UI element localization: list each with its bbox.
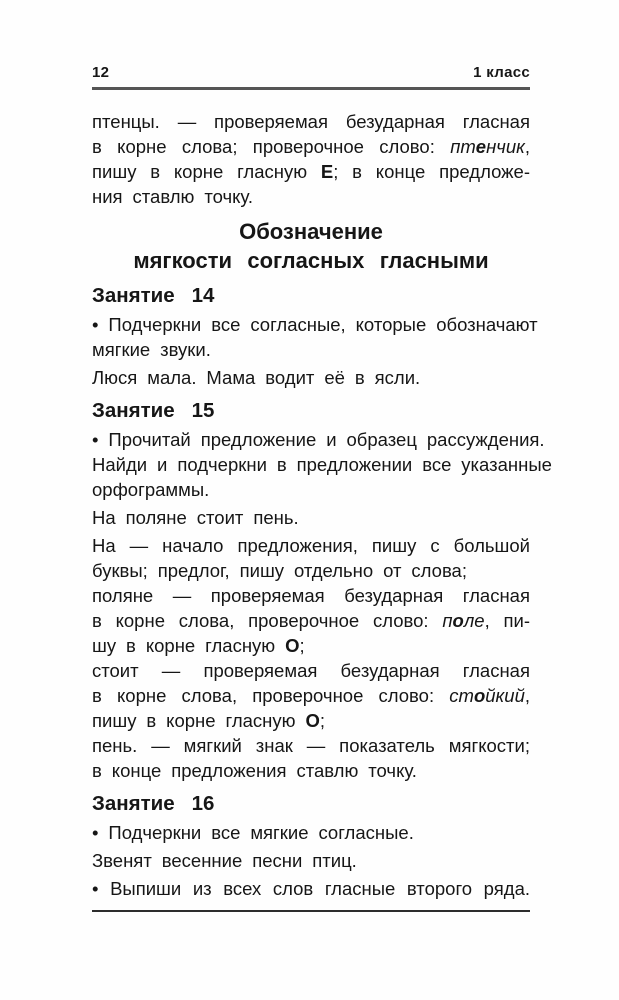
text-run: стоит — проверяемая безударная гласная	[92, 660, 530, 681]
exercise-sentence	[92, 505, 530, 530]
text-run: На — начало предложения, пишу с большой	[92, 535, 530, 556]
text-line	[92, 159, 530, 184]
text-run: пишу в корне гласную	[92, 710, 306, 731]
course-label: 1 класс	[473, 64, 530, 81]
text-run: На поляне стоит пень.	[92, 507, 299, 528]
text-run: ;	[299, 635, 305, 656]
text-line	[92, 708, 530, 733]
text-line	[92, 758, 530, 783]
text-line	[92, 583, 530, 608]
text-run: • Прочитай предложение и образец рассуждения.	[92, 429, 545, 450]
reasoning-sample	[92, 533, 530, 783]
text-line	[92, 477, 530, 502]
text-run: п	[442, 610, 453, 631]
text-run: пишу в корне гласную	[92, 161, 321, 182]
text-line	[92, 658, 530, 683]
text-run: Звенят весенние песни птиц.	[92, 850, 357, 871]
text-run: в корне слова, проверочное слово:	[92, 610, 443, 631]
page-number: 12	[92, 64, 110, 81]
text-run: Обозначение	[239, 219, 383, 244]
text-run: Люся мала. Мама водит её в ясли.	[92, 367, 421, 388]
text-run: ; в конце предложе-	[333, 161, 530, 182]
text-run: Занятие 15	[92, 399, 215, 422]
task-item	[92, 820, 530, 845]
text-line	[92, 217, 530, 246]
text-line	[92, 312, 538, 337]
task-item	[92, 876, 530, 901]
paragraph-continuation	[92, 109, 530, 209]
text-run: пт	[450, 136, 476, 157]
text-run: ст	[449, 685, 474, 706]
text-run: мягкие звуки.	[92, 339, 211, 360]
text-run: о	[473, 685, 486, 706]
text-line	[92, 109, 530, 134]
text-line	[92, 876, 530, 901]
text-run: ,	[524, 685, 530, 706]
text-run: буквы; предлог, пишу отдельно от слова;	[92, 560, 467, 581]
section-heading	[92, 217, 530, 275]
lesson-heading-14	[92, 283, 530, 309]
text-run: ния ставлю точку.	[92, 186, 253, 207]
text-run: пень. — мягкий знак — показатель мягкости;	[92, 735, 530, 756]
footer-rule	[92, 910, 530, 912]
text-line	[92, 184, 530, 209]
exercise-sentence	[92, 365, 530, 390]
text-run: Найди и подчеркни в предложении все указанные	[92, 454, 552, 475]
text-line	[92, 848, 530, 873]
text-run: О	[285, 635, 300, 656]
text-line	[92, 505, 530, 530]
text-run: поляне — проверяемая безударная гласная	[92, 585, 530, 606]
text-line	[92, 533, 530, 558]
text-line	[92, 283, 530, 309]
page-content	[92, 90, 552, 901]
text-line	[92, 246, 530, 275]
text-run: ,	[524, 136, 530, 157]
text-run: е	[475, 136, 487, 157]
exercise-sentence	[92, 848, 530, 873]
text-run: о	[452, 610, 464, 631]
task-item	[92, 312, 538, 362]
text-run: Занятие 14	[92, 284, 215, 307]
text-run: ле	[463, 610, 485, 631]
text-line	[92, 398, 530, 424]
text-run: • Подчеркни все мягкие согласные.	[92, 822, 414, 843]
text-run: йкий	[485, 685, 525, 706]
text-run: мягкости согласных гласными	[133, 248, 489, 273]
text-line	[92, 733, 530, 758]
text-run: Занятие 16	[92, 792, 215, 815]
text-line	[92, 683, 530, 708]
page-header	[92, 64, 530, 90]
text-run: Е	[320, 161, 334, 182]
text-run: в корне слова; проверочное слово:	[92, 136, 451, 157]
text-run: шу в корне гласную	[92, 635, 286, 656]
text-run: птенцы. — проверяемая безударная гласная	[92, 111, 530, 132]
text-run: • Выпиши из всех слов гласные второго ряда.	[92, 878, 530, 899]
text-line	[92, 134, 530, 159]
text-line	[92, 558, 530, 583]
text-run: , пи-	[484, 610, 530, 631]
text-run: • Подчеркни все согласные, которые обозначают	[92, 314, 538, 335]
text-run: орфограммы.	[92, 479, 210, 500]
text-run: нчик	[486, 136, 525, 157]
text-run: в конце предложения ставлю точку.	[92, 760, 417, 781]
text-run: в корне слова, проверочное слово:	[92, 685, 450, 706]
text-line	[92, 791, 530, 817]
text-run: ;	[319, 710, 326, 731]
text-line	[92, 633, 530, 658]
text-run: О	[305, 710, 320, 731]
text-line	[92, 427, 545, 452]
text-line	[92, 337, 530, 362]
text-line	[92, 820, 530, 845]
lesson-heading-15	[92, 398, 530, 424]
text-line	[92, 452, 552, 477]
task-item	[92, 427, 552, 502]
lesson-heading-16	[92, 791, 530, 817]
text-line	[92, 608, 530, 633]
text-line	[92, 365, 530, 390]
